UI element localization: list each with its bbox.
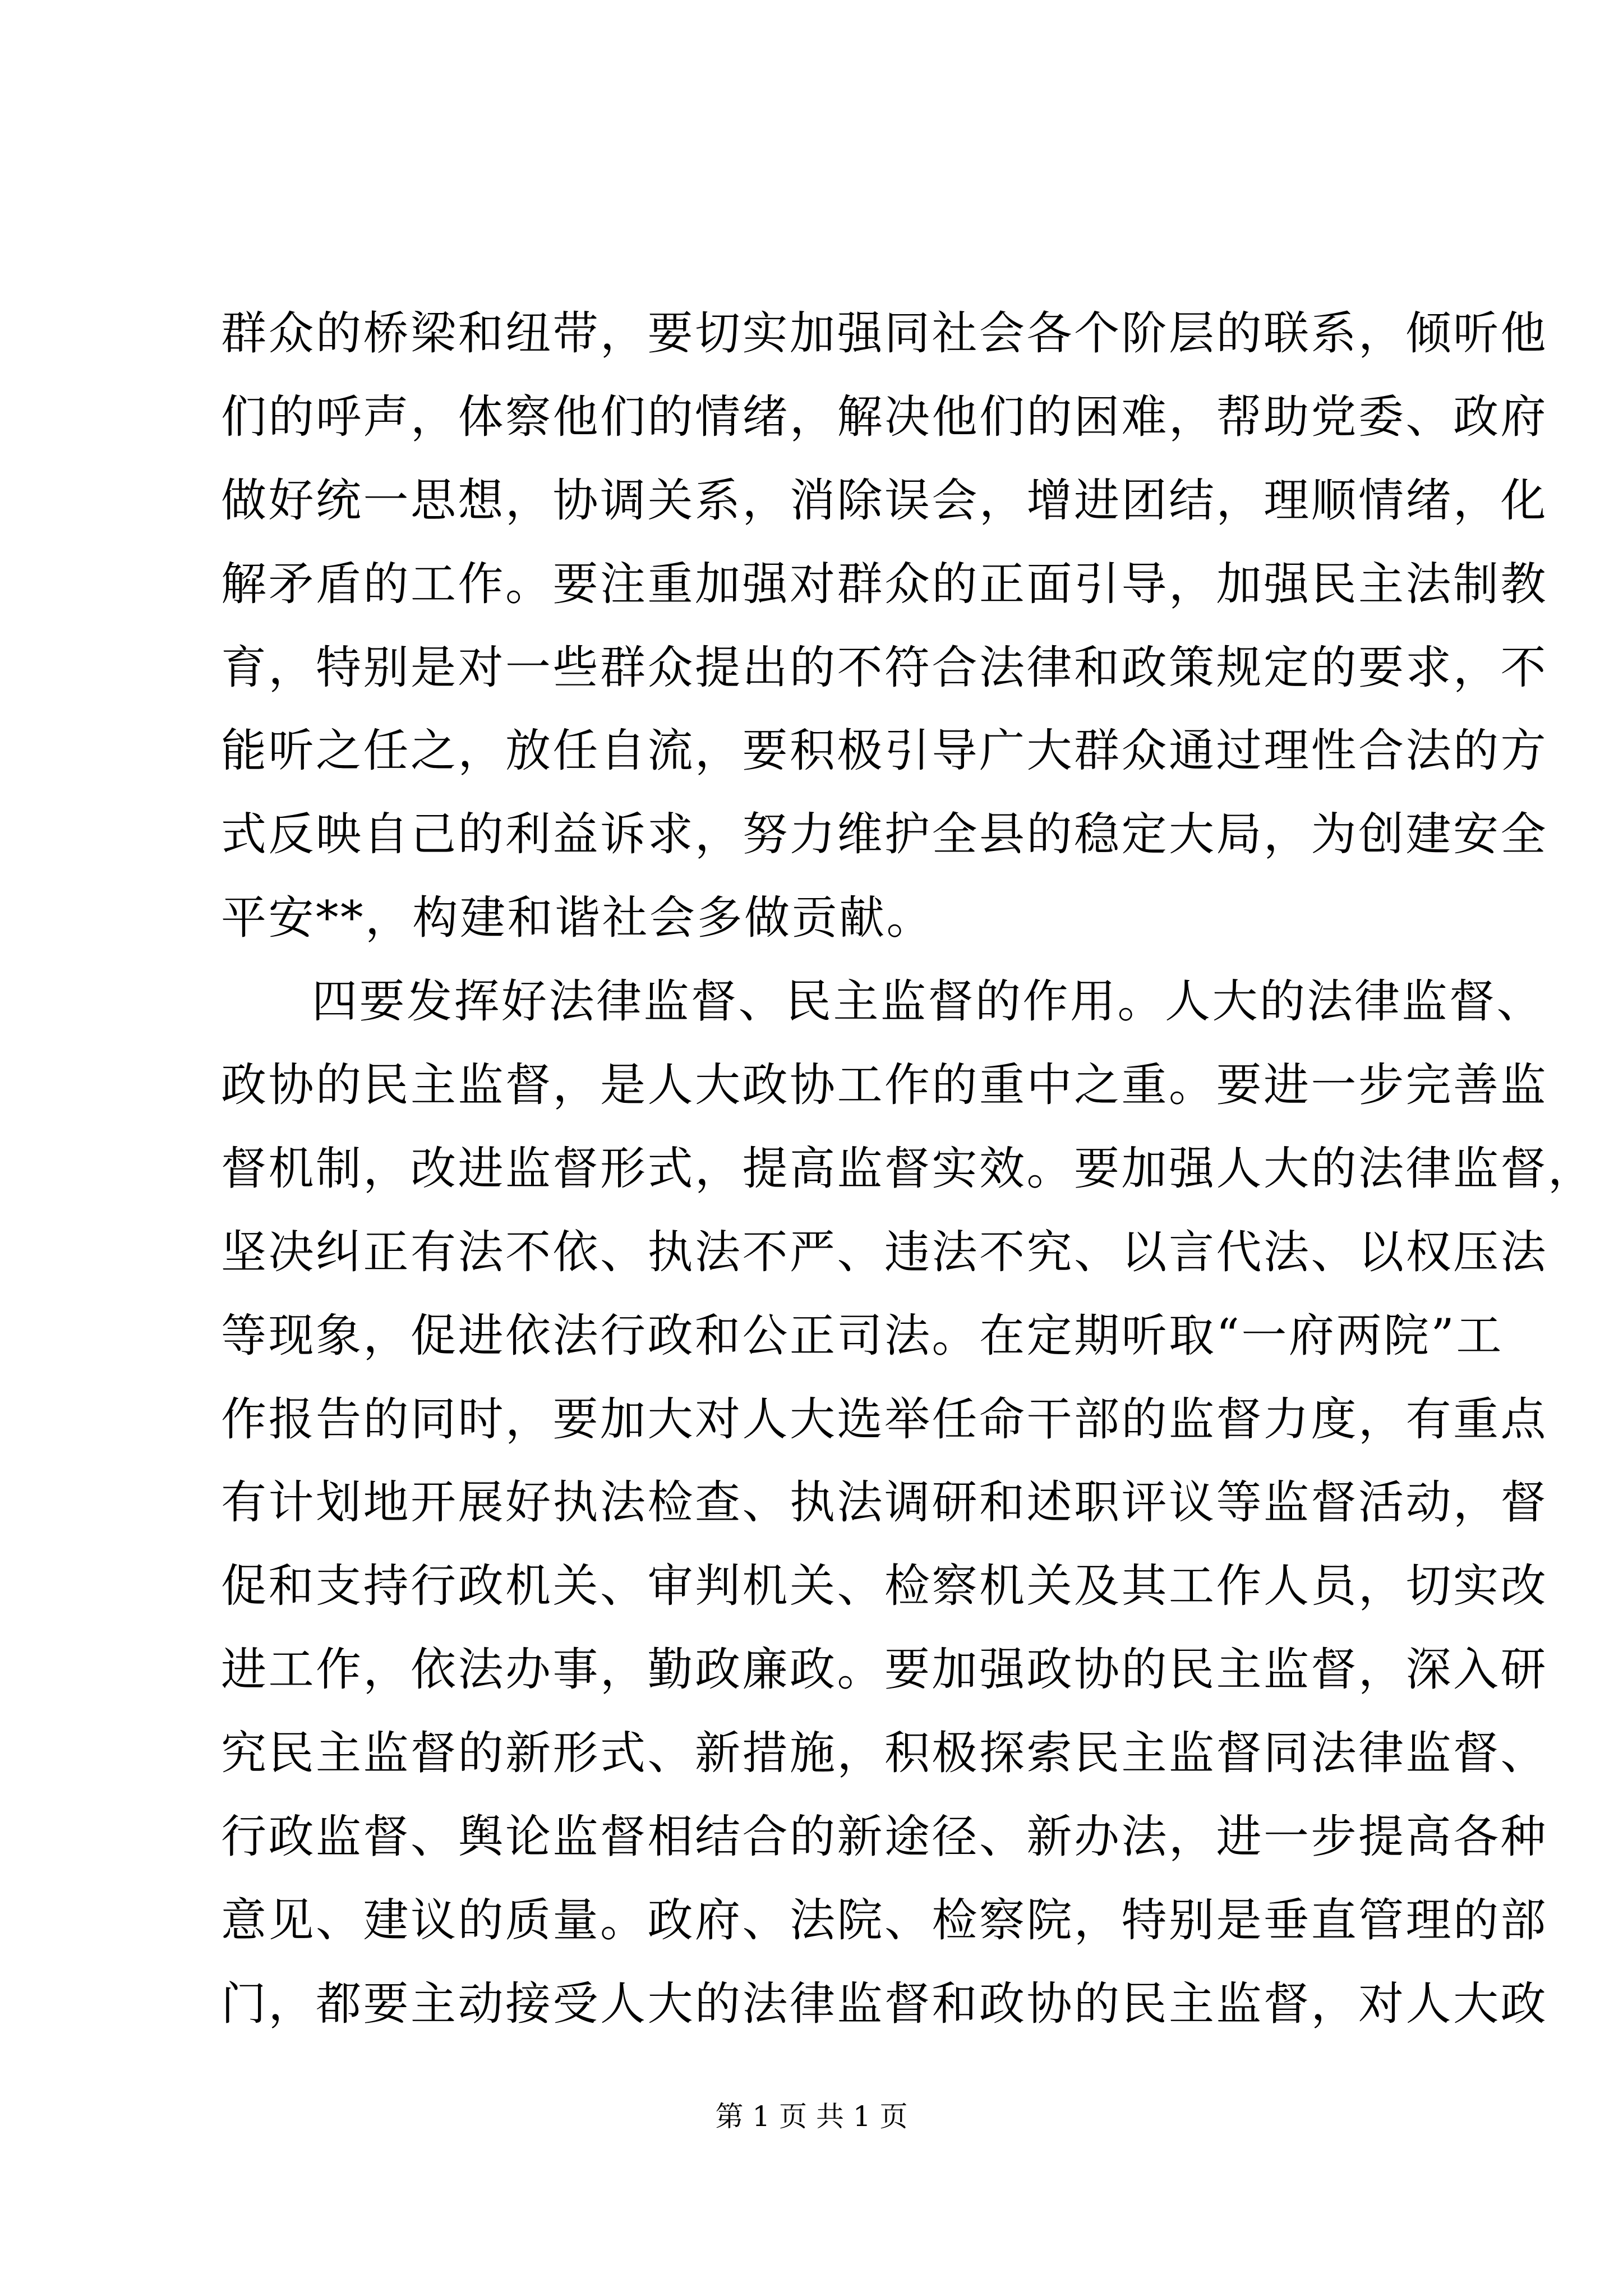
paragraph-1-line-5: 育，特别是对一些群众提出的不符合法律和政策规定的要求，不: [221, 641, 1548, 694]
paragraph-2-line-4: 坚决纠正有法不依、执法不严、违法不究、以言代法、以权压法: [221, 1226, 1548, 1279]
paragraph-2-line-11: 行政监督、舆论监督相结合的新途径、新办法，进一步提高各种: [221, 1811, 1548, 1864]
paragraph-1-line-4: 解矛盾的工作。要注重加强对群众的正面引导，加强民主法制教: [221, 558, 1548, 611]
page-footer: [0, 2097, 1623, 2136]
paragraph-1-line-7: 式反映自己的利益诉求，努力维护全县的稳定大局，为创建安全: [221, 808, 1548, 862]
paragraph-2-line-7: 有计划地开展好执法检查、执法调研和述职评议等监督活动，督: [221, 1476, 1548, 1530]
paragraph-2-line-1: 四要发挥好法律监督、民主监督的作用。人大的法律监督、: [312, 976, 1544, 1029]
paragraph-2-line-10: 究民主监督的新形式、新措施，积极探索民主监督同法律监督、: [221, 1727, 1548, 1780]
paragraph-1-line-6: 能听之任之，放任自流，要积极引导广大群众通过理性合法的方: [221, 725, 1548, 778]
page-number-label: 第 1 页 共 1 页: [715, 2100, 908, 2133]
paragraph-2-line-12: 意见、建议的质量。政府、法院、检察院，特别是垂直管理的部: [221, 1894, 1548, 1947]
paragraph-1-line-8: 平安**，构建和谐社会多做贡献。: [221, 892, 934, 945]
paragraph-1-line-3: 做好统一思想，协调关系，消除误会，增进团结，理顺情绪，化: [221, 474, 1548, 527]
paragraph-2-line-6: 作报告的同时，要加大对人大选举任命干部的监督力度，有重点: [221, 1393, 1548, 1446]
paragraph-2-line-5: 等现象，促进依法行政和公正司法。在定期听取“一府两院”工: [221, 1309, 1504, 1363]
paragraph-1-line-1: 群众的桥梁和纽带，要切实加强同社会各个阶层的联系，倾听他: [221, 307, 1548, 360]
paragraph-2-line-8: 促和支持行政机关、审判机关、检察机关及其工作人员，切实改: [221, 1560, 1548, 1613]
paragraph-2-line-3: 督机制，改进监督形式，提高监督实效。要加强人大的法律监督，: [221, 1142, 1596, 1195]
paragraph-2-line-9: 进工作，依法办事，勤政廉政。要加强政协的民主监督，深入研: [221, 1644, 1548, 1697]
paragraph-2-line-2: 政协的民主监督，是人大政协工作的重中之重。要进一步完善监: [221, 1059, 1548, 1112]
paragraph-1-line-2: 们的呼声，体察他们的情绪，解决他们的困难，帮助党委、政府: [221, 390, 1548, 444]
paragraph-2-line-13: 门，都要主动接受人大的法律监督和政协的民主监督，对人大政: [221, 1977, 1548, 2031]
body-text: [221, 306, 1596, 2060]
